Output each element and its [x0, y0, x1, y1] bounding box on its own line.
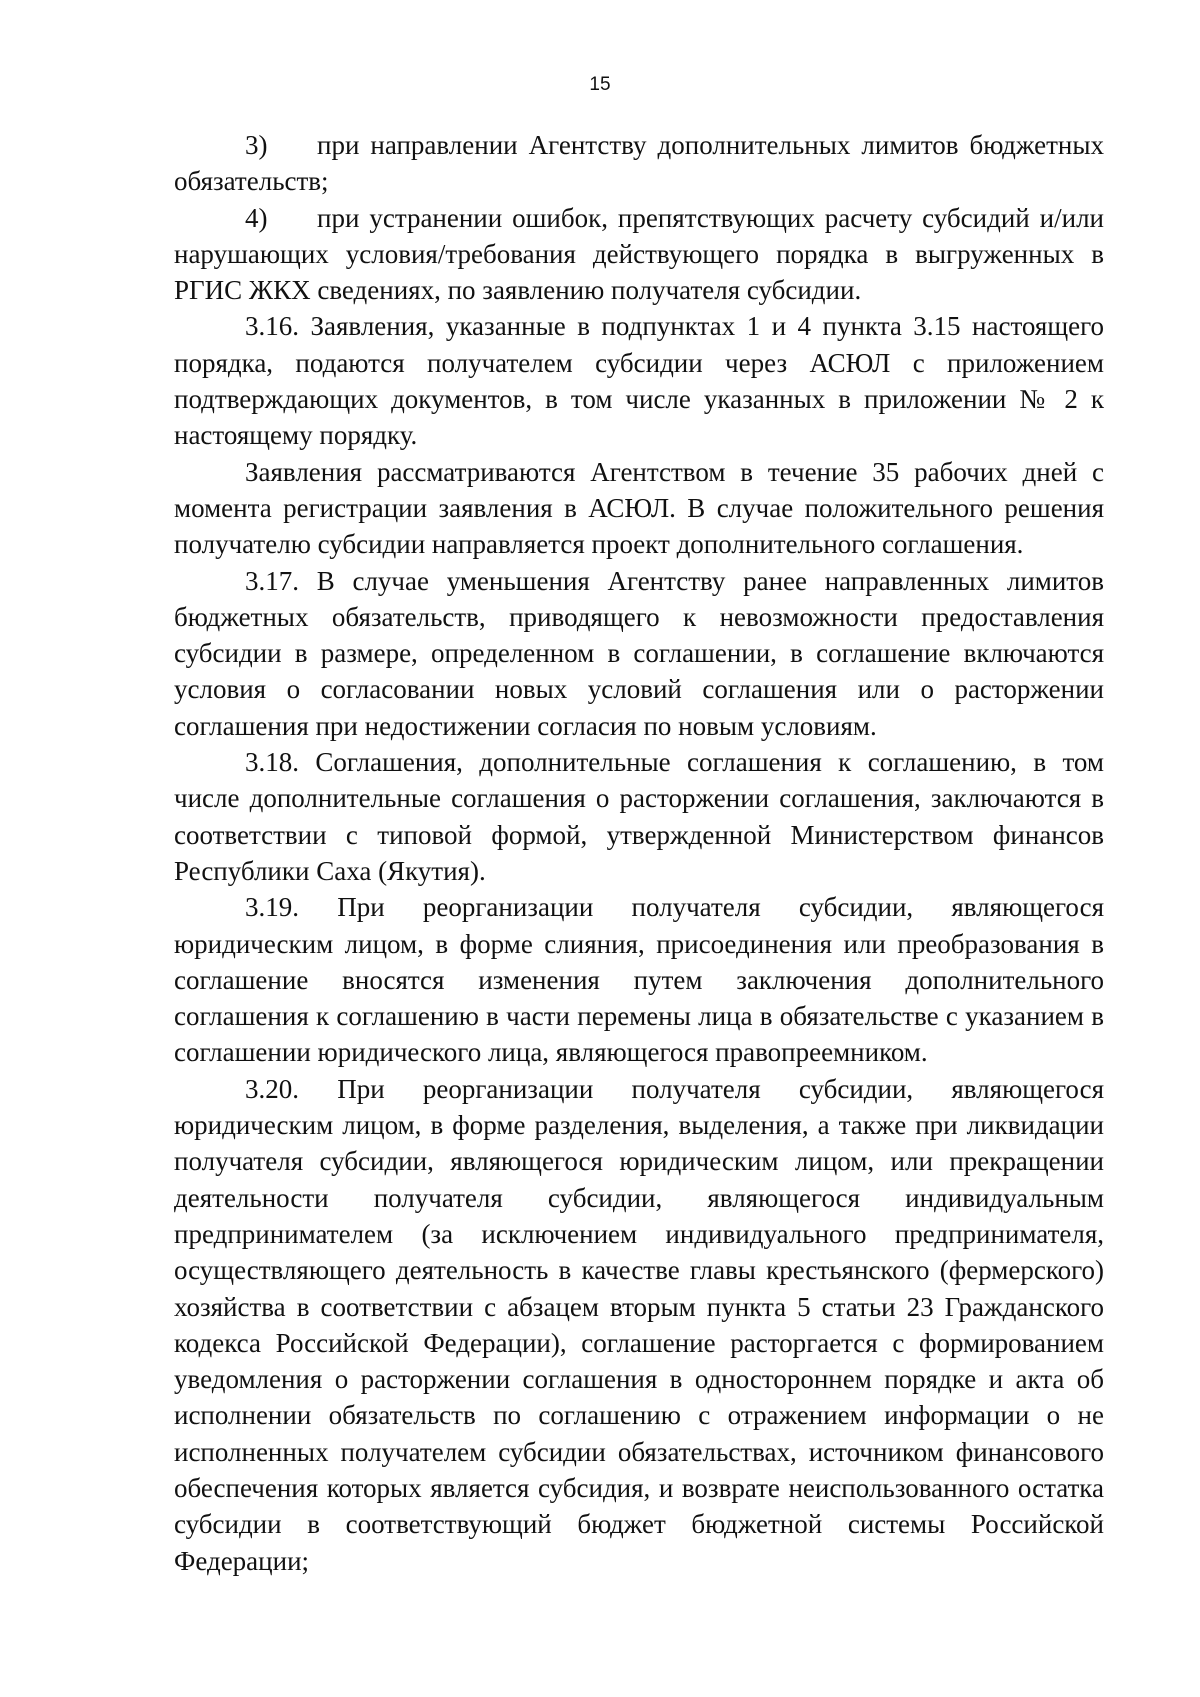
paragraph-3-16: 3.16. Заявления, указанные в подпунктах 1 и 4 пункта 3.15 настоящего порядка, подаются получателем субсидии через АСЮЛ с приложением подтверждающих документов, в том числе указанных в приложении № 2 к настоящему порядку. — [174, 311, 1104, 451]
paragraph-3-19: 3.19. При реорганизации получателя субсидии, являющегося юридическим лицом, в форме слияния, присоединения или преобразования в соглашение вносятся изменения путем заключения дополнительного соглашения к соглашению в части перемены лица в обязательстве с указанием в соглашении юридического лица, являющегося правопреемником. — [174, 892, 1104, 1068]
paragraph-3-20: 3.20. При реорганизации получателя субсидии, являющегося юридическим лицом, в форме разделения, выделения, а также при ликвидации получателя субсидии, являющегося юридическим лицом, или прекращении деятельности получателя субсидии, являющегося индивидуальным предпринимателем (за исключением индивидуального предпринимателя, осуществляющего деятельность в качестве главы крестьянского (фермерского) хозяйства в соответствии с абзацем вторым пункта 5 статьи 23 Гражданского кодекса Российской Федерации), соглашение расторгается с формированием уведомления о расторжении соглашения в одностороннем порядке и акта об исполнении обязательств по соглашению с отражением информации о не исполненных получателем субсидии обязательствах, источником финансового обеспечения которых является субсидия, и возврате неиспользованного остатка субсидии в соответствующий бюджет бюджетной системы Российской Федерации; — [174, 1073, 1104, 1576]
list-item-3 — [174, 127, 1104, 200]
document-body — [174, 127, 1104, 1579]
list-item-number: 3) — [245, 130, 268, 160]
list-item-text: при направлении Агентству дополнительных лимитов бюджетных обязательств; — [174, 130, 1104, 197]
list-item-4 — [174, 200, 1104, 309]
list-item-number: 4) — [245, 202, 268, 233]
list-item-text: при устранении ошибок, препятствующих расчету субсидий и/или нарушающих условия/требования действующего порядка в выгруженных в РГИС ЖКХ сведениях, по заявлению получателя субсидии. — [174, 202, 1104, 306]
paragraph-3-17: 3.17. В случае уменьшения Агентству ранее направленных лимитов бюджетных обязательств, приводящего к невозможности предоставления субсидии в размере, определенном в соглашении, в соглашение включаются условия о согласовании новых условий соглашения или о расторжении соглашения при недостижении согласия по новым условиям. — [174, 565, 1104, 741]
paragraph-3-18: 3.18. Соглашения, дополнительные соглашения к соглашению, в том числе дополнительные соглашения о расторжении соглашения, заключаются в соответствии с типовой формой, утвержденной Министерством финансов Республики Саха (Якутия). — [174, 747, 1104, 886]
page-number: 15 — [589, 74, 611, 95]
paragraph-3-16-review: Заявления рассматриваются Агентством в течение 35 рабочих дней с момента регистрации заявления в АСЮЛ. В случае положительного решения получателю субсидии направляется проект дополнительного соглашения. — [174, 456, 1104, 560]
